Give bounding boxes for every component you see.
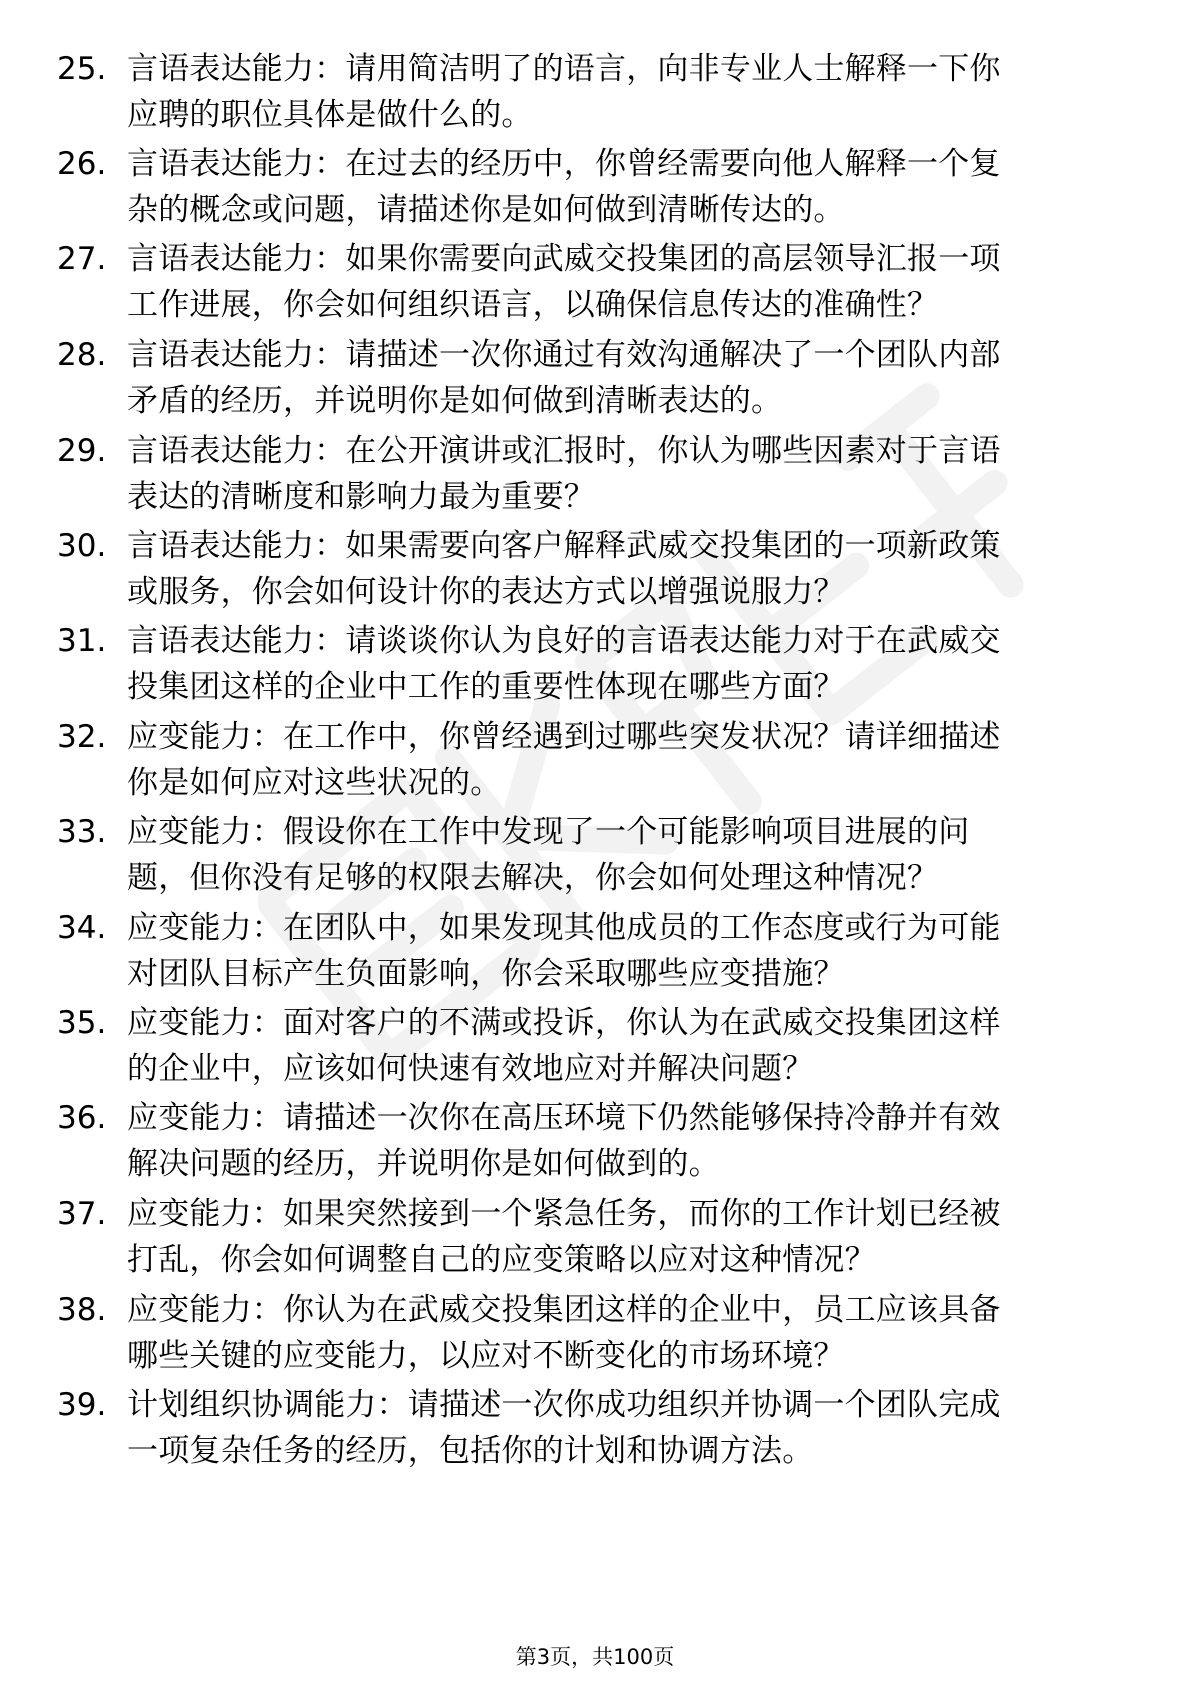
question-item	[0, 714, 1190, 806]
question-item	[0, 46, 1190, 138]
question-item	[0, 809, 1190, 901]
question-number: 36.	[57, 1100, 107, 1136]
question-item	[0, 428, 1190, 520]
question-text-line-1: 言语表达能力：如果需要向客户解释武威交投集团的一项新政策	[127, 528, 1001, 564]
question-number: 33.	[57, 814, 107, 850]
question-item	[0, 618, 1190, 710]
question-number: 29.	[57, 433, 107, 469]
question-text-line-2: 投集团这样的企业中工作的重要性体现在哪些方面？	[127, 669, 845, 705]
question-text-line-1: 言语表达能力：请谈谈你认为良好的言语表达能力对于在武威交	[127, 623, 1001, 659]
question-text-line-2: 打乱，你会如何调整自己的应变策略以应对这种情况？	[127, 1242, 876, 1278]
question-number: 38.	[57, 1292, 107, 1328]
question-item	[0, 1382, 1190, 1474]
question-number: 37.	[57, 1196, 107, 1232]
question-number: 25.	[57, 51, 107, 87]
question-text-line-2: 的企业中，应该如何快速有效地应对并解决问题？	[127, 1051, 814, 1087]
question-text-line-1: 应变能力：请描述一次你在高压环境下仍然能够保持冷静并有效	[127, 1100, 1001, 1136]
question-number: 26.	[57, 146, 107, 182]
question-number: 39.	[57, 1387, 107, 1423]
question-text-line-2: 杂的概念或问题，请描述你是如何做到清晰传达的。	[127, 192, 845, 228]
question-text-line-1: 言语表达能力：如果你需要向武威交投集团的高层领导汇报一项	[127, 241, 1001, 277]
question-number: 30.	[57, 528, 107, 564]
question-text-line-1: 应变能力：你认为在武威交投集团这样的企业中，员工应该具备	[127, 1292, 1001, 1328]
question-number: 35.	[57, 1005, 107, 1041]
question-text-line-2: 对团队目标产生负面影响，你会采取哪些应变措施？	[127, 956, 845, 992]
question-item	[0, 236, 1190, 328]
question-text-line-1: 言语表达能力：请描述一次你通过有效沟通解决了一个团队内部	[127, 337, 1001, 373]
question-item	[0, 905, 1190, 997]
question-text-line-1: 言语表达能力：在过去的经历中，你曾经需要向他人解释一个复	[127, 146, 1001, 182]
question-text-line-1: 应变能力：在团队中，如果发现其他成员的工作态度或行为可能	[127, 910, 1001, 946]
question-item	[0, 1095, 1190, 1187]
question-number: 28.	[57, 337, 107, 373]
question-text-line-2: 题，但你没有足够的权限去解决，你会如何处理这种情况？	[127, 860, 939, 896]
question-text-line-2: 解决问题的经历，并说明你是如何做到的。	[127, 1146, 720, 1182]
question-text-line-1: 应变能力：假设你在工作中发现了一个可能影响项目进展的问	[127, 814, 970, 850]
question-number: 31.	[57, 623, 107, 659]
question-text-line-1: 应变能力：如果突然接到一个紧急任务，而你的工作计划已经被	[127, 1196, 1001, 1232]
question-text-line-2: 哪些关键的应变能力，以应对不断变化的市场环境？	[127, 1338, 845, 1374]
question-item	[0, 1287, 1190, 1379]
question-item	[0, 523, 1190, 615]
question-text-line-2: 你是如何应对这些状况的。	[127, 765, 502, 801]
question-item	[0, 141, 1190, 233]
question-text-line-1: 言语表达能力：在公开演讲或汇报时，你认为哪些因素对于言语	[127, 433, 1001, 469]
question-number: 34.	[57, 910, 107, 946]
question-text-line-2: 表达的清晰度和影响力最为重要？	[127, 479, 595, 515]
question-text-line-1: 应变能力：面对客户的不满或投诉，你认为在武威交投集团这样	[127, 1005, 1001, 1041]
question-number: 27.	[57, 241, 107, 277]
question-item	[0, 1000, 1190, 1092]
question-text-line-2: 一项复杂任务的经历，包括你的计划和协调方法。	[127, 1433, 814, 1469]
page-number-footer: 第3页，共100页	[515, 1645, 675, 1669]
question-text-line-1: 应变能力：在工作中，你曾经遇到过哪些突发状况？请详细描述	[127, 719, 1001, 755]
question-number: 32.	[57, 719, 107, 755]
question-text-line-1: 计划组织协调能力：请描述一次你成功组织并协调一个团队完成	[127, 1387, 1001, 1423]
question-text-line-2: 或服务，你会如何设计你的表达方式以增强说服力？	[127, 574, 845, 610]
question-text-line-2: 应聘的职位具体是做什么的。	[127, 97, 533, 133]
question-item	[0, 1191, 1190, 1283]
question-text-line-2: 矛盾的经历，并说明你是如何做到清晰表达的。	[127, 383, 783, 419]
question-item	[0, 332, 1190, 424]
question-text-line-2: 工作进展，你会如何组织语言，以确保信息传达的准确性？	[127, 287, 939, 323]
question-text-line-1: 言语表达能力：请用简洁明了的语言，向非专业人士解释一下你	[127, 51, 1001, 87]
